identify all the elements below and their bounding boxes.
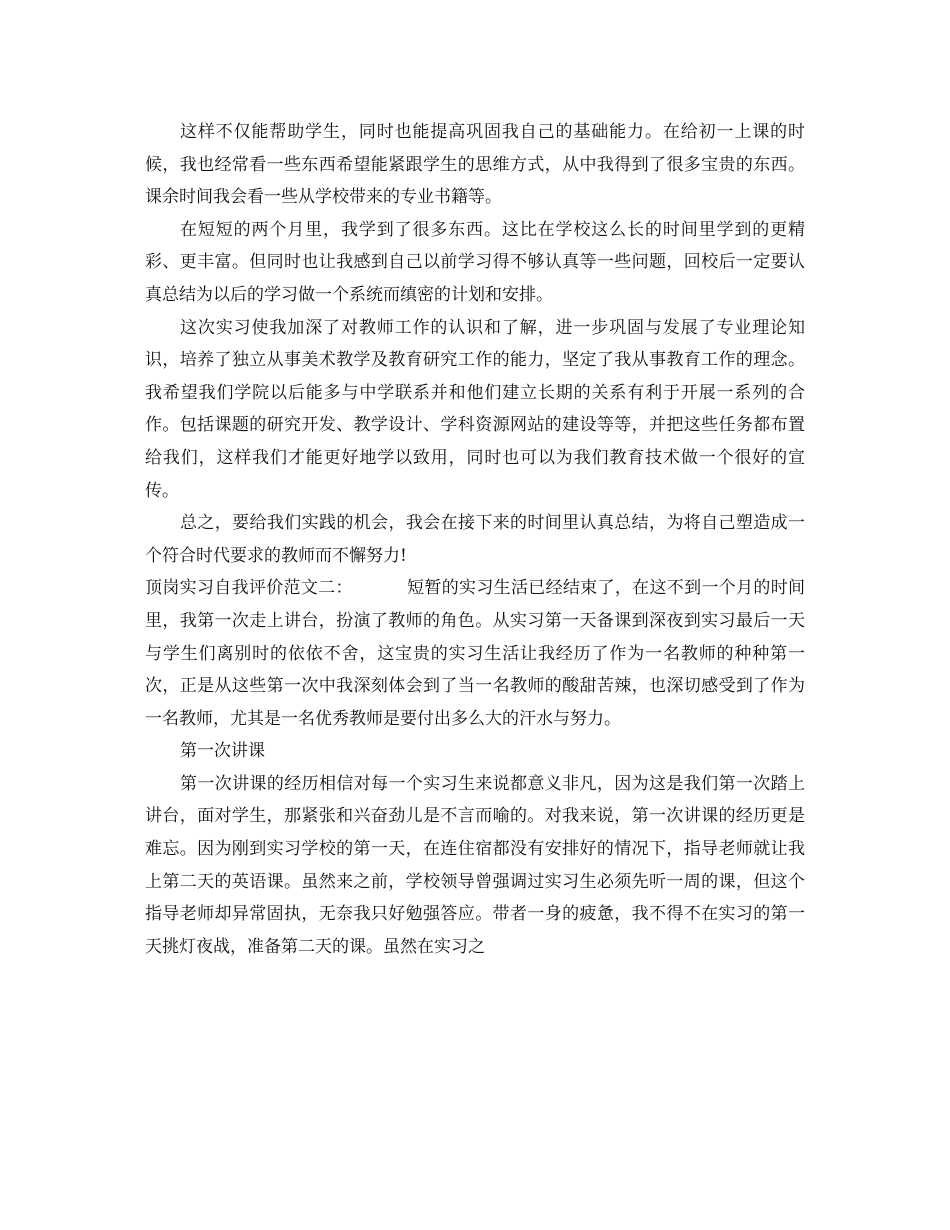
paragraph-1: 这样不仅能帮助学生，同时也能提高巩固我自己的基础能力。在给初一上课的时候，我也经常看一些东西希望能紧跟学生的思维方式，从中我得到了很多宝贵的东西。课余时间我会看一些从学校带来的专业书籍等。 bbox=[145, 122, 805, 208]
section-paragraph: 第一次讲课的经历相信对每一个实习生来说都意义非凡，因为这是我们第一次踏上讲台，面对学生，那紧张和兴奋劲儿是不言而喻的。对我来说，第一次讲课的经历更是难忘。因为刚到实习学校的第一天，在连住宿都没有安排好的情况下，指导老师就让我上第二天的英语课。虽然来之前，学校领导曾强调过实习生必须先听一周的课，但这个指导老师却异常固执，无奈我只好勉强答应。带者一身的疲惫，我不得不在实习的第一天挑灯夜战，准备第二天的课。虽然在实习之 bbox=[145, 773, 805, 957]
sample-body: 短暂的实习生活已经结束了，在这不到一个月的时间里，我第一次走上讲台，扮演了教师的角色。从实习第一天备课到深夜到实习最后一天与学生们离别时的依依不舍，这宝贵的实习生活让我经历了作为一名教师的种种第一次，正是从这些第一次中我深刻体会到了当一名教师的酸甜苦辣，也深切感受到了作为一名教师，尤其是一名优秀教师是要付出多么大的汗水与努力。 bbox=[145, 578, 806, 729]
paragraph-2: 在短短的两个月里，我学到了很多东西。这比在学校这么长的时间里学到的更精彩、更丰富。但同时也让我感到自己以前学习得不够认真等一些问题，回校后一定要认真总结为以后的学习做一个系统而缜密的计划和安排。 bbox=[145, 219, 805, 305]
document-body bbox=[145, 116, 805, 963]
paragraph-3: 这次实习使我加深了对教师工作的认识和了解，进一步巩固与发展了专业理论知识，培养了独立从事美术教学及教育研究工作的能力，坚定了我从事教育工作的理念。我希望我们学院以后能多与中学联系并和他们建立长期的关系有利于开展一系列的合作。包括课题的研究开发、教学设计、学科资源网站的建设等等，并把这些任务都布置给我们，这样我们才能更好地学以致用，同时也可以为我们教育技术做一个很好的宣传。 bbox=[145, 317, 805, 501]
sample-paragraph bbox=[145, 572, 805, 735]
sample-heading: 顶岗实习自我评价范文二： bbox=[145, 578, 353, 599]
section-title: 第一次讲课 bbox=[180, 741, 265, 762]
paragraph-4: 总之，要给我们实践的机会，我会在接下来的时间里认真总结，为将自己塑造成一个符合时代要求的教师而不懈努力! bbox=[145, 513, 805, 566]
